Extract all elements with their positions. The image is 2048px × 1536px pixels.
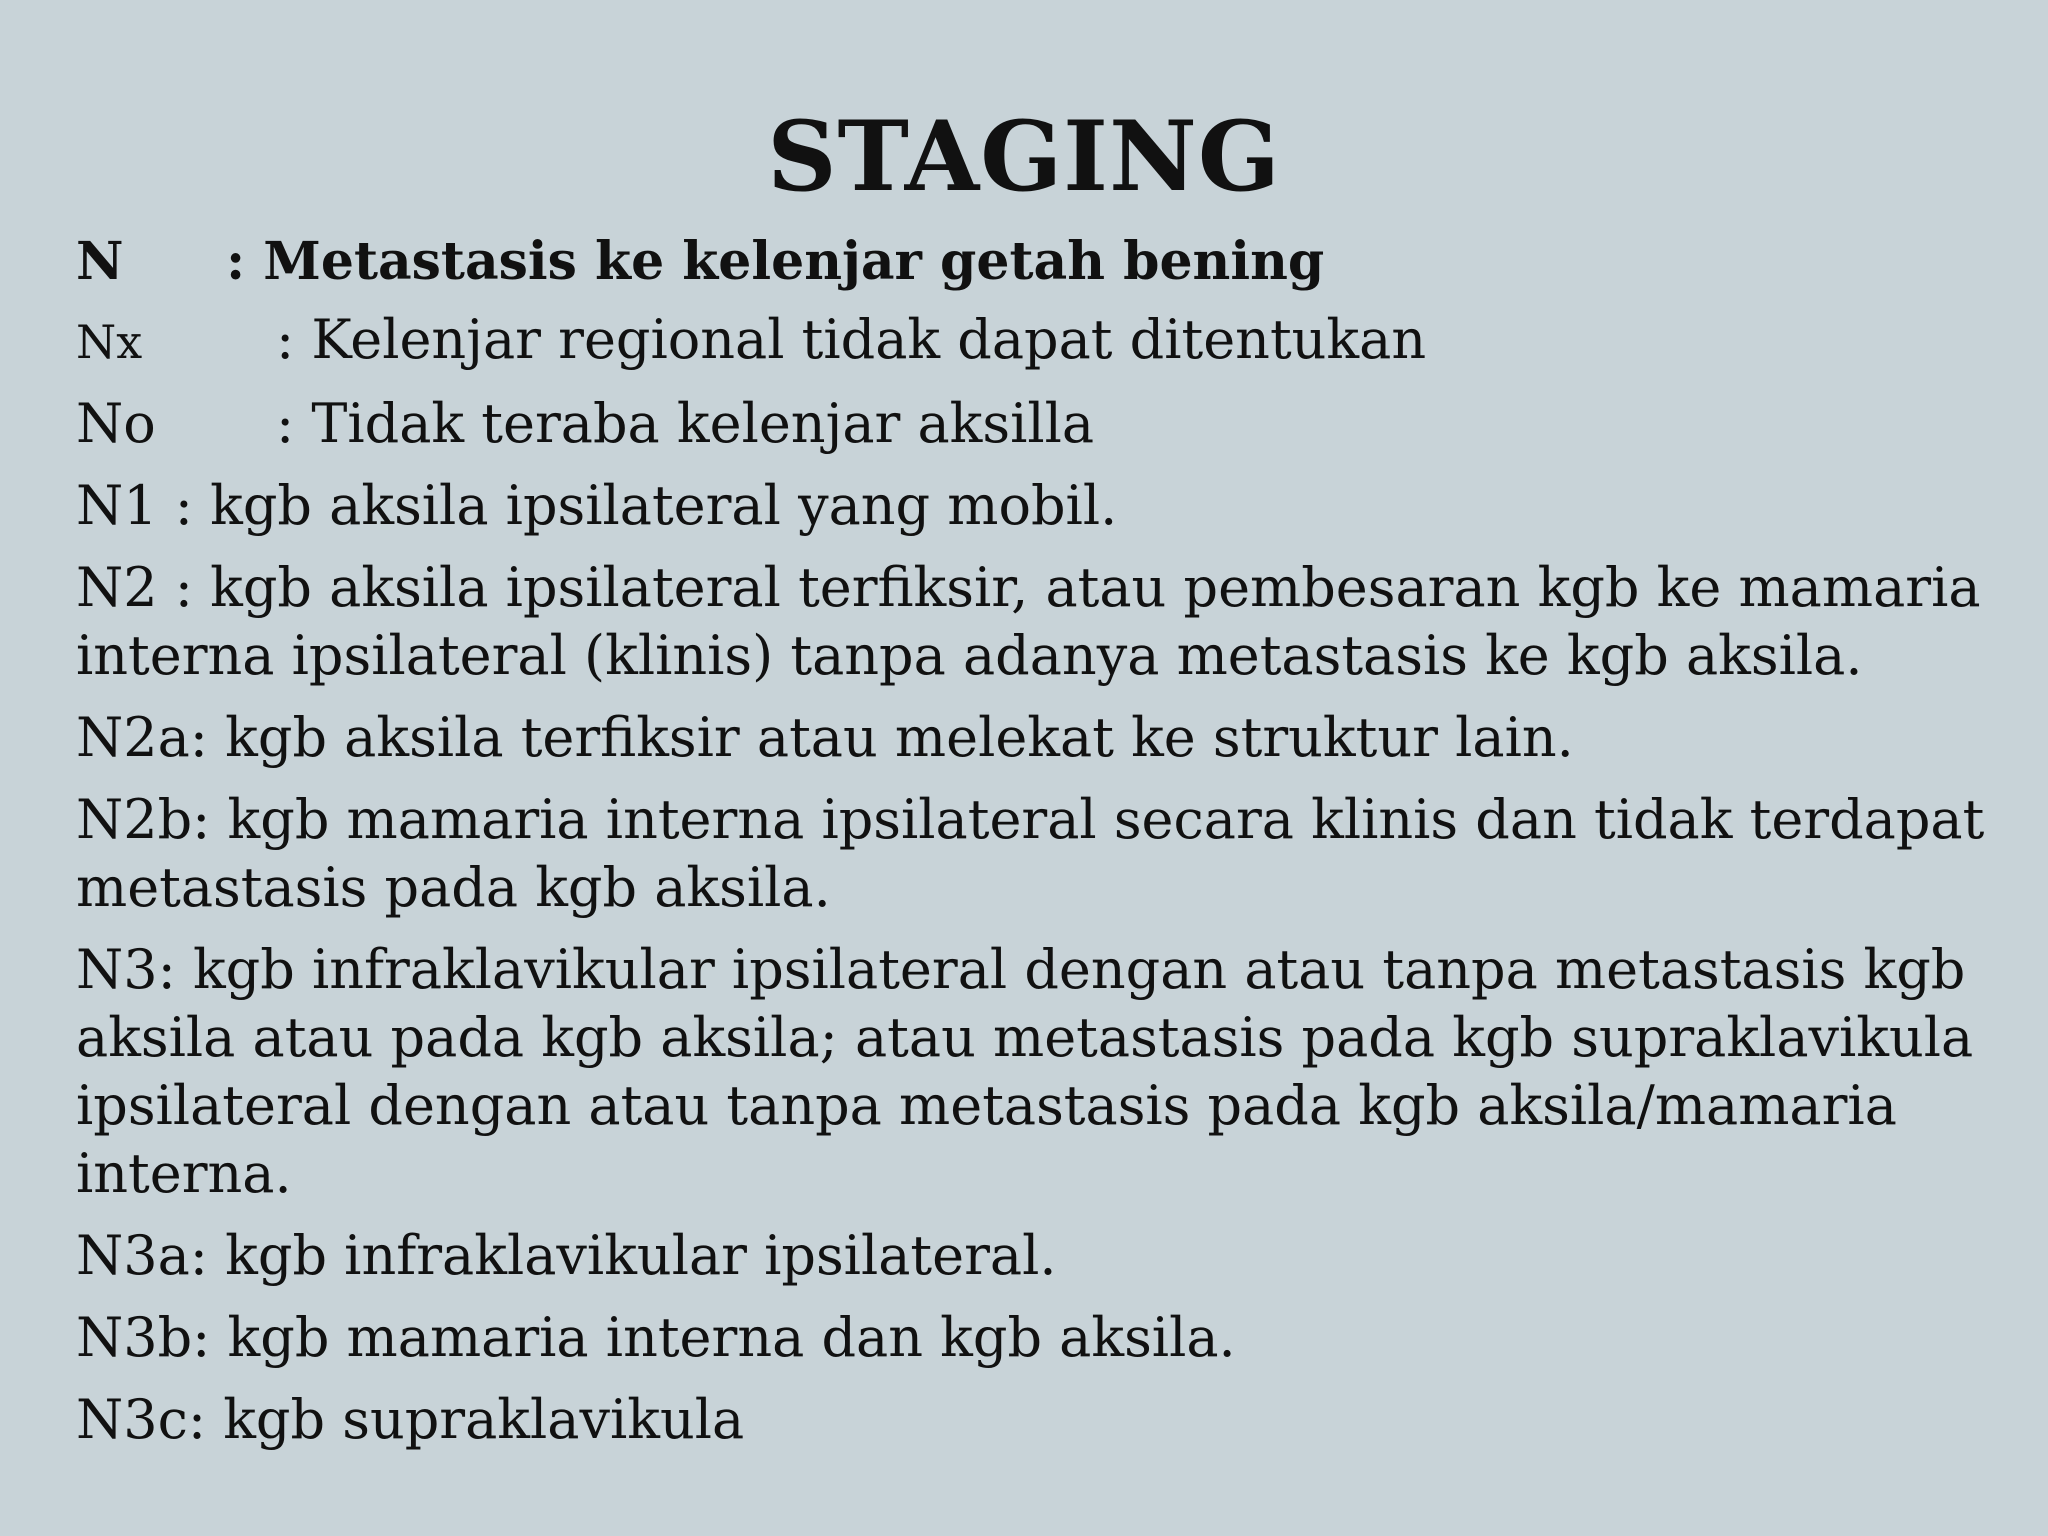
item-line: N2b: kgb mamaria interna ipsilateral secara klinis dan tidak terdapat [76,788,1985,851]
staging-item-n3 [76,936,1976,1208]
header-text: : Metastasis ke kelenjar getah bening [226,231,1325,292]
header-code: N [76,231,124,292]
staging-item-n2b [76,786,1985,922]
staging-item-n0 [76,390,1976,458]
staging-item-nx [76,306,1976,376]
item-line: N3: kgb infraklavikular ipsilateral dengan atau tanpa metastasis kgb [76,938,1966,1001]
slide-content [76,228,1985,1454]
item-line: interna. [76,1142,292,1205]
staging-item-n1: N1 : kgb aksila ipsilateral yang mobil. [76,474,1118,537]
staging-item-n3c: N3c: kgb supraklavikula [76,1388,745,1451]
item-line: ipsilateral dengan atau tanpa metastasis pada kgb aksila/mamaria [76,1074,1897,1137]
staging-item-n2 [76,554,1981,690]
item-line: metastasis pada kgb aksila. [76,856,831,919]
item-line: N2 : kgb aksila ipsilateral terfiksir, atau pembesaran kgb ke mamaria [76,556,1981,619]
item-code: No [76,392,156,455]
staging-item-n3a: N3a: kgb infraklavikular ipsilateral. [76,1224,1057,1287]
slide-title: STAGING [767,100,1281,213]
item-line: aksila atau pada kgb aksila; atau metastasis pada kgb supraklavikula [76,1006,1974,1069]
staging-header-n [76,228,1976,296]
item-text: : Kelenjar regional tidak dapat ditentukan [276,308,1427,371]
staging-item-n2a: N2a: kgb aksila terfiksir atau melekat ke struktur lain. [76,706,1574,769]
staging-item-n3b: N3b: kgb mamaria interna dan kgb aksila. [76,1306,1236,1369]
item-line: interna ipsilateral (klinis) tanpa adanya metastasis ke kgb aksila. [76,624,1863,687]
item-code: Nx [76,315,143,369]
item-text: : Tidak teraba kelenjar aksilla [276,392,1095,455]
